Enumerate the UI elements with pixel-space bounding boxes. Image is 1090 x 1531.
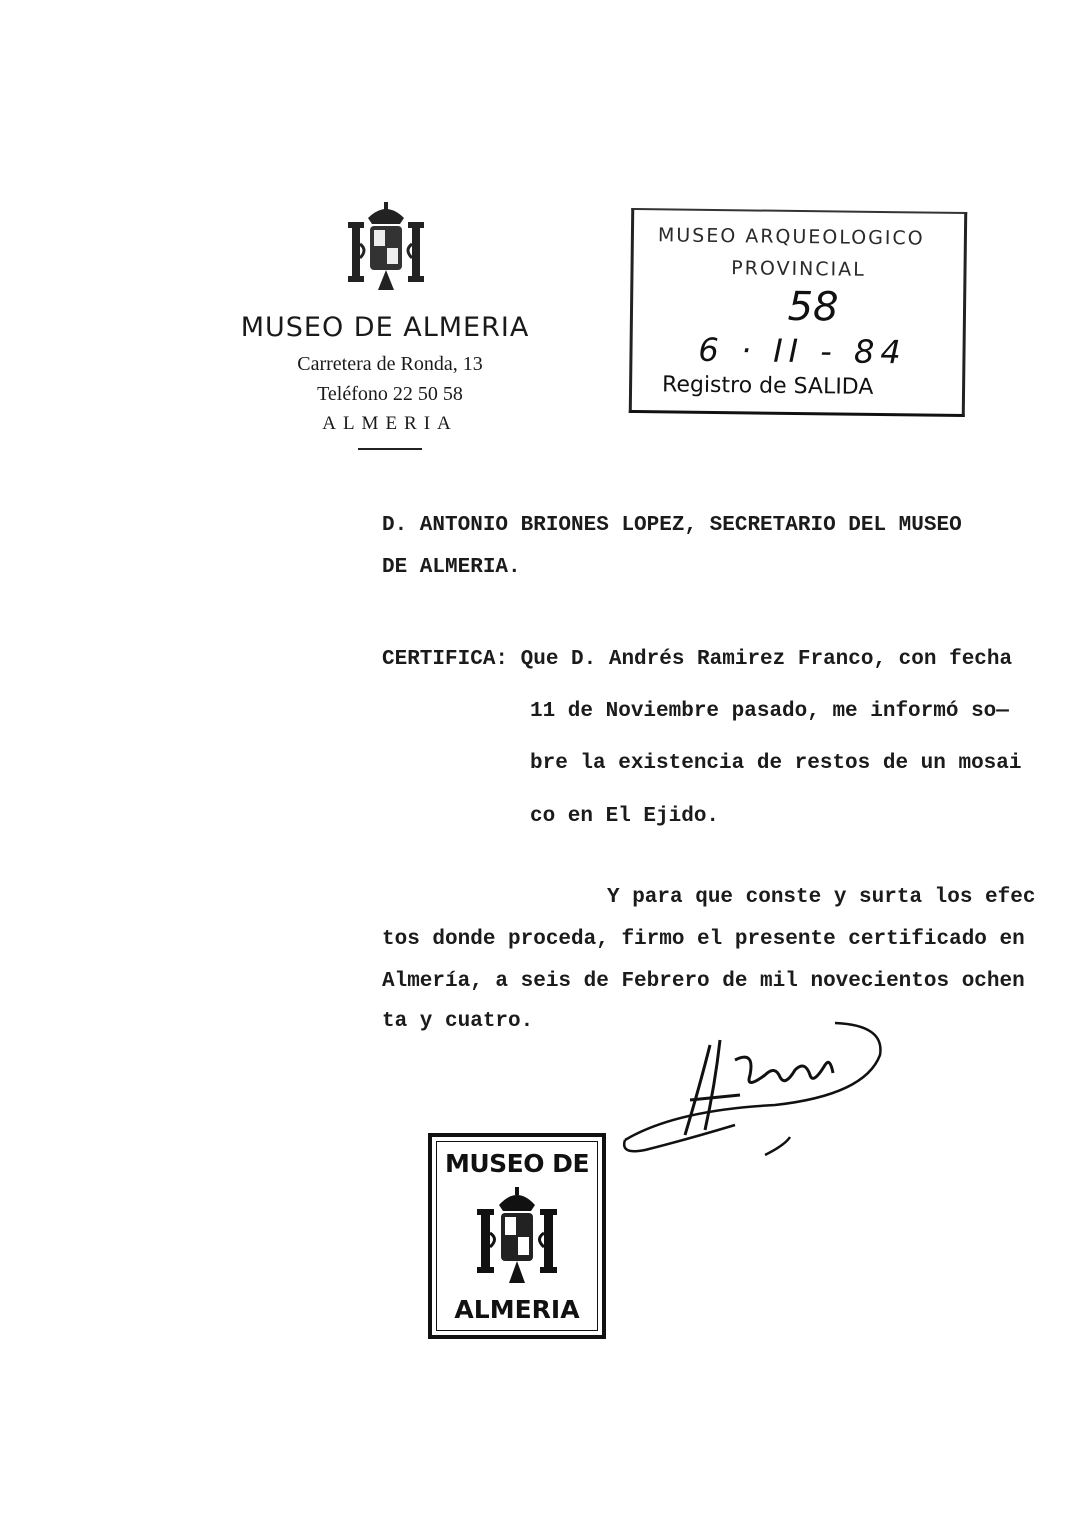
registry-number: 58 <box>787 283 839 331</box>
registry-label: Registro de SALIDA <box>661 372 874 400</box>
seal-coat-of-arms-icon <box>467 1185 567 1293</box>
signature <box>615 1015 885 1165</box>
letterhead-museum-name: MUSEO DE ALMERIA <box>240 312 530 343</box>
registry-stamp-line1: MUSEO ARQUEOLOGICO <box>657 224 925 250</box>
registry-date: 6 · II - 84 <box>698 330 907 372</box>
letterhead-divider <box>358 448 422 450</box>
certifica-line-3: bre la existencia de restos de un mosai <box>530 752 1022 775</box>
letterhead-phone: Teléfono 22 50 58 <box>317 383 463 405</box>
closing-line-1: Y para que conste y surta los efec <box>607 886 1036 909</box>
certifica-line-4: co en El Ejido. <box>530 805 720 828</box>
closing-line-2: tos donde proceda, firmo el presente certificado en <box>382 928 1025 951</box>
museum-seal <box>428 1133 606 1339</box>
letterhead-city: ALMERIA <box>322 413 458 434</box>
seal-top-text: MUSEO DE <box>444 1149 590 1178</box>
heading-line-2: DE ALMERIA. <box>382 556 521 579</box>
certifica-line-2: 11 de Noviembre pasado, me informó so— <box>530 700 1009 723</box>
registry-stamp <box>629 208 967 417</box>
closing-line-3: Almería, a seis de Febrero de mil novecientos ochen <box>382 970 1025 993</box>
seal-bottom-text: ALMERIA <box>454 1295 580 1324</box>
certifica-line-1: CERTIFICA: Que D. Andrés Ramirez Franco, con fecha <box>382 648 1013 671</box>
closing-line-4: ta y cuatro. <box>382 1010 534 1033</box>
coat-of-arms-icon <box>338 200 434 300</box>
heading-line-1: D. ANTONIO BRIONES LOPEZ, SECRETARIO DEL MUSEO <box>382 514 962 537</box>
registry-stamp-line2: PROVINCIAL <box>731 257 866 281</box>
letterhead-address: Carretera de Ronda, 13 <box>297 353 483 375</box>
